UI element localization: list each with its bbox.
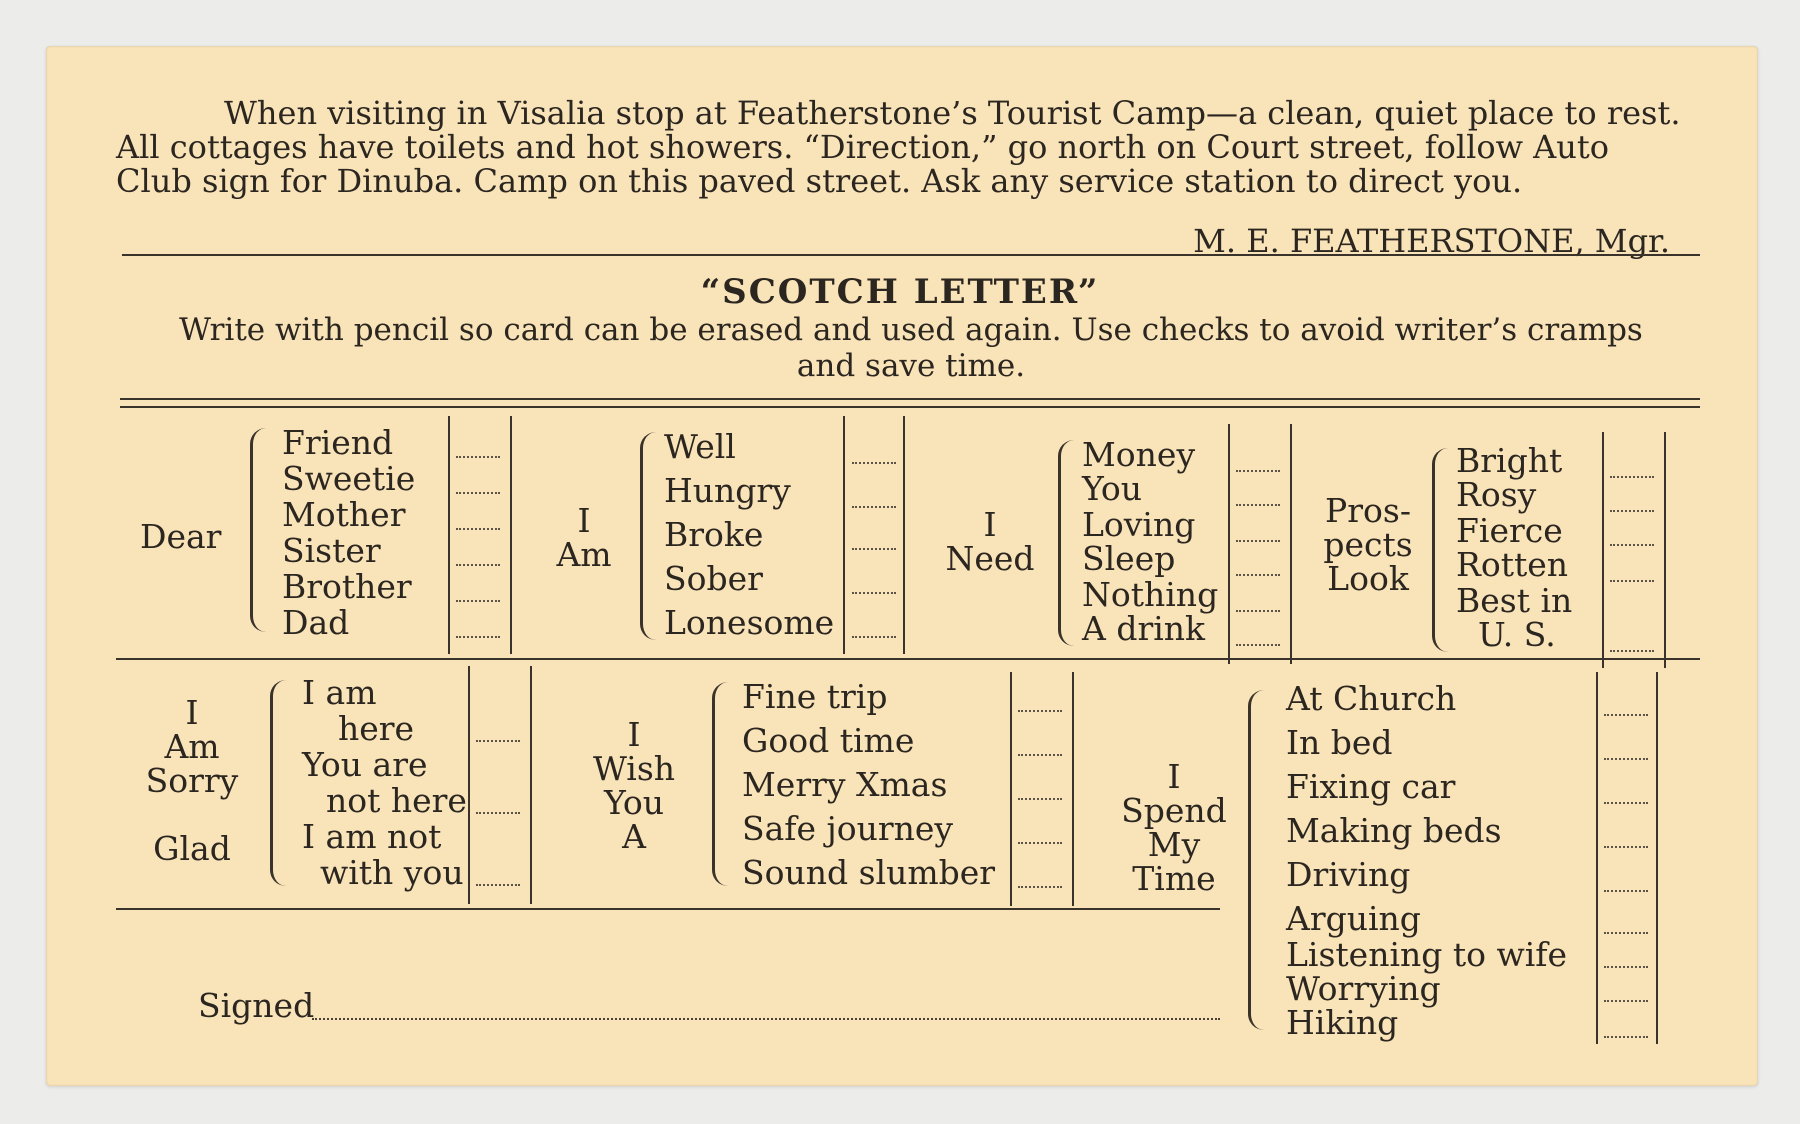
check-box[interactable] bbox=[1610, 544, 1654, 546]
brace-icon bbox=[250, 428, 267, 632]
option-well: Well bbox=[664, 427, 736, 466]
group-label bbox=[142, 693, 242, 868]
option-loving: Loving bbox=[1082, 505, 1196, 544]
option-lonesome: Lonesome bbox=[664, 603, 835, 642]
option-driving: Driving bbox=[1286, 855, 1411, 894]
option-sober: Sober bbox=[664, 559, 763, 598]
option-i-am: I am bbox=[302, 673, 377, 712]
column-line bbox=[1656, 672, 1658, 1044]
column-line bbox=[1664, 432, 1666, 668]
option-at-church: At Church bbox=[1286, 679, 1457, 718]
intro-line: When visiting in Visalia stop at Featherstone’s Tourist Camp—a clean, quiet place to rest. bbox=[224, 94, 1681, 132]
option-rotten: Rotten bbox=[1456, 545, 1569, 584]
option-sweetie: Sweetie bbox=[282, 459, 416, 498]
brace-icon bbox=[1248, 690, 1265, 1030]
option-fierce: Fierce bbox=[1456, 511, 1563, 550]
group-label-line: A bbox=[622, 817, 646, 856]
check-box[interactable] bbox=[852, 548, 896, 550]
option-us: U. S. bbox=[1478, 615, 1556, 654]
check-box[interactable] bbox=[456, 636, 500, 638]
column-line bbox=[510, 416, 512, 654]
check-box[interactable] bbox=[1604, 758, 1648, 760]
check-box[interactable] bbox=[1604, 1000, 1648, 1002]
option-mother: Mother bbox=[282, 495, 406, 534]
check-box[interactable] bbox=[1610, 580, 1654, 582]
group-label-line: My bbox=[1147, 825, 1201, 864]
column-line bbox=[1072, 672, 1074, 906]
option-arguing: Arguing bbox=[1286, 899, 1421, 938]
check-box[interactable] bbox=[476, 740, 520, 742]
check-box[interactable] bbox=[1236, 644, 1280, 646]
group-label-line: I bbox=[185, 693, 199, 732]
group-label-line: Glad bbox=[153, 829, 231, 868]
card-title: “SCOTCH LETTER” bbox=[700, 272, 1100, 312]
check-box[interactable] bbox=[1018, 842, 1062, 844]
option-here: here bbox=[338, 709, 415, 748]
group-label-line: Am bbox=[556, 535, 612, 574]
brace-icon bbox=[270, 680, 287, 886]
column-line bbox=[1596, 672, 1598, 1044]
option-making-beds: Making beds bbox=[1286, 811, 1502, 850]
option-rosy: Rosy bbox=[1456, 475, 1537, 514]
divider bbox=[120, 398, 1700, 400]
check-box[interactable] bbox=[1018, 710, 1062, 712]
option-you-are: You are bbox=[302, 745, 428, 784]
group-label: Dear bbox=[140, 517, 222, 556]
check-box[interactable] bbox=[456, 456, 500, 458]
option-sound-slumber: Sound slumber bbox=[742, 853, 996, 892]
signature-line[interactable] bbox=[312, 1018, 1220, 1020]
brace-icon bbox=[712, 682, 729, 886]
check-box[interactable] bbox=[852, 592, 896, 594]
signed-label: Signed bbox=[198, 986, 315, 1025]
check-box[interactable] bbox=[1018, 754, 1062, 756]
check-box[interactable] bbox=[1236, 504, 1280, 506]
instructions-line: Write with pencil so card can be erased and used again. Use checks to avoid writer’s cramps bbox=[179, 312, 1643, 348]
option-dad: Dad bbox=[282, 603, 350, 642]
group-label-line: Sorry bbox=[145, 761, 239, 800]
group-label-line: I bbox=[983, 505, 997, 544]
check-box[interactable] bbox=[1610, 510, 1654, 512]
option-friend: Friend bbox=[282, 423, 394, 462]
divider bbox=[122, 254, 1700, 256]
check-box[interactable] bbox=[1604, 932, 1648, 934]
check-box[interactable] bbox=[1236, 470, 1280, 472]
check-box[interactable] bbox=[1604, 890, 1648, 892]
option-you: You bbox=[1082, 469, 1143, 508]
option-sister: Sister bbox=[282, 531, 381, 570]
check-box[interactable] bbox=[476, 812, 520, 814]
check-box[interactable] bbox=[1604, 1036, 1648, 1038]
option-merry-xmas: Merry Xmas bbox=[742, 765, 948, 804]
group-label-line: Spend bbox=[1121, 791, 1227, 830]
option-brother: Brother bbox=[282, 567, 412, 606]
check-box[interactable] bbox=[1236, 610, 1280, 612]
check-box[interactable] bbox=[1610, 650, 1654, 652]
group-label bbox=[550, 501, 618, 574]
check-box[interactable] bbox=[1236, 574, 1280, 576]
option-good-time: Good time bbox=[742, 721, 915, 760]
column-line bbox=[1290, 424, 1292, 664]
check-box[interactable] bbox=[456, 492, 500, 494]
divider bbox=[116, 908, 1220, 910]
brace-icon bbox=[1058, 440, 1075, 646]
manager-signature: M. E. FEATHERSTONE, Mgr. bbox=[1193, 222, 1670, 260]
divider bbox=[120, 406, 1700, 408]
check-box[interactable] bbox=[1604, 714, 1648, 716]
check-box[interactable] bbox=[1610, 476, 1654, 478]
option-hiking: Hiking bbox=[1286, 1003, 1399, 1042]
check-box[interactable] bbox=[1018, 886, 1062, 888]
option-broke: Broke bbox=[664, 515, 764, 554]
column-line bbox=[1010, 672, 1012, 906]
group-label-line: pects bbox=[1323, 525, 1413, 564]
group-label-line: Am bbox=[164, 727, 220, 766]
option-money: Money bbox=[1082, 435, 1196, 474]
group-label bbox=[584, 715, 684, 856]
option-nothing: Nothing bbox=[1082, 575, 1219, 614]
intro-paragraph bbox=[116, 96, 1706, 198]
option-worrying: Worrying bbox=[1286, 969, 1441, 1008]
option-hungry: Hungry bbox=[664, 471, 791, 510]
check-box[interactable] bbox=[456, 564, 500, 566]
check-box[interactable] bbox=[1604, 846, 1648, 848]
column-line bbox=[1228, 424, 1230, 664]
option-fixing-car: Fixing car bbox=[1286, 767, 1456, 806]
check-box[interactable] bbox=[852, 506, 896, 508]
group-label-line: Wish bbox=[592, 749, 676, 788]
group-label-line: Need bbox=[945, 539, 1035, 578]
check-box[interactable] bbox=[852, 462, 896, 464]
option-fine-trip: Fine trip bbox=[742, 677, 888, 716]
group-label-line: Look bbox=[1327, 559, 1409, 598]
column-line bbox=[530, 666, 532, 904]
group-label-line: Time bbox=[1132, 859, 1216, 898]
column-line bbox=[1602, 432, 1604, 668]
option-bright: Bright bbox=[1456, 441, 1563, 480]
column-line bbox=[903, 416, 905, 654]
check-box[interactable] bbox=[456, 600, 500, 602]
group-label bbox=[1114, 757, 1234, 898]
column-line bbox=[448, 416, 450, 654]
check-box[interactable] bbox=[1018, 798, 1062, 800]
check-box[interactable] bbox=[852, 636, 896, 638]
intro-line: All cottages have toilets and hot showers. “Direction,” go north on Court street, follow Auto bbox=[116, 128, 1609, 166]
column-line bbox=[468, 666, 470, 904]
group-label-line: I bbox=[577, 501, 591, 540]
option-a-drink: A drink bbox=[1082, 609, 1206, 648]
group-label-line: You bbox=[603, 783, 665, 822]
group-label-line: I bbox=[1167, 757, 1181, 796]
brace-icon bbox=[1432, 448, 1449, 652]
instructions bbox=[116, 312, 1706, 384]
check-box[interactable] bbox=[1236, 540, 1280, 542]
check-box[interactable] bbox=[1604, 802, 1648, 804]
column-line bbox=[843, 416, 845, 654]
check-box[interactable] bbox=[456, 528, 500, 530]
option-listening-to-wife: Listening to wife bbox=[1286, 935, 1568, 974]
option-with-you: with you bbox=[320, 853, 464, 892]
brace-icon bbox=[640, 432, 657, 640]
group-label bbox=[940, 505, 1040, 578]
divider bbox=[116, 658, 1700, 660]
option-not-here: not here bbox=[326, 781, 467, 820]
option-best-in: Best in bbox=[1456, 581, 1573, 620]
option-in-bed: In bed bbox=[1286, 723, 1393, 762]
group-label-line: Pros- bbox=[1325, 491, 1411, 530]
option-safe-journey: Safe journey bbox=[742, 809, 954, 848]
intro-line: Club sign for Dinuba. Camp on this paved street. Ask any service station to direct you. bbox=[116, 162, 1523, 200]
check-box[interactable] bbox=[476, 884, 520, 886]
option-sleep: Sleep bbox=[1082, 539, 1176, 578]
option-i-am-not: I am not bbox=[302, 817, 442, 856]
check-box[interactable] bbox=[1604, 966, 1648, 968]
instructions-line: and save time. bbox=[796, 348, 1026, 384]
group-label bbox=[1318, 491, 1418, 598]
group-label-line: I bbox=[627, 715, 641, 754]
